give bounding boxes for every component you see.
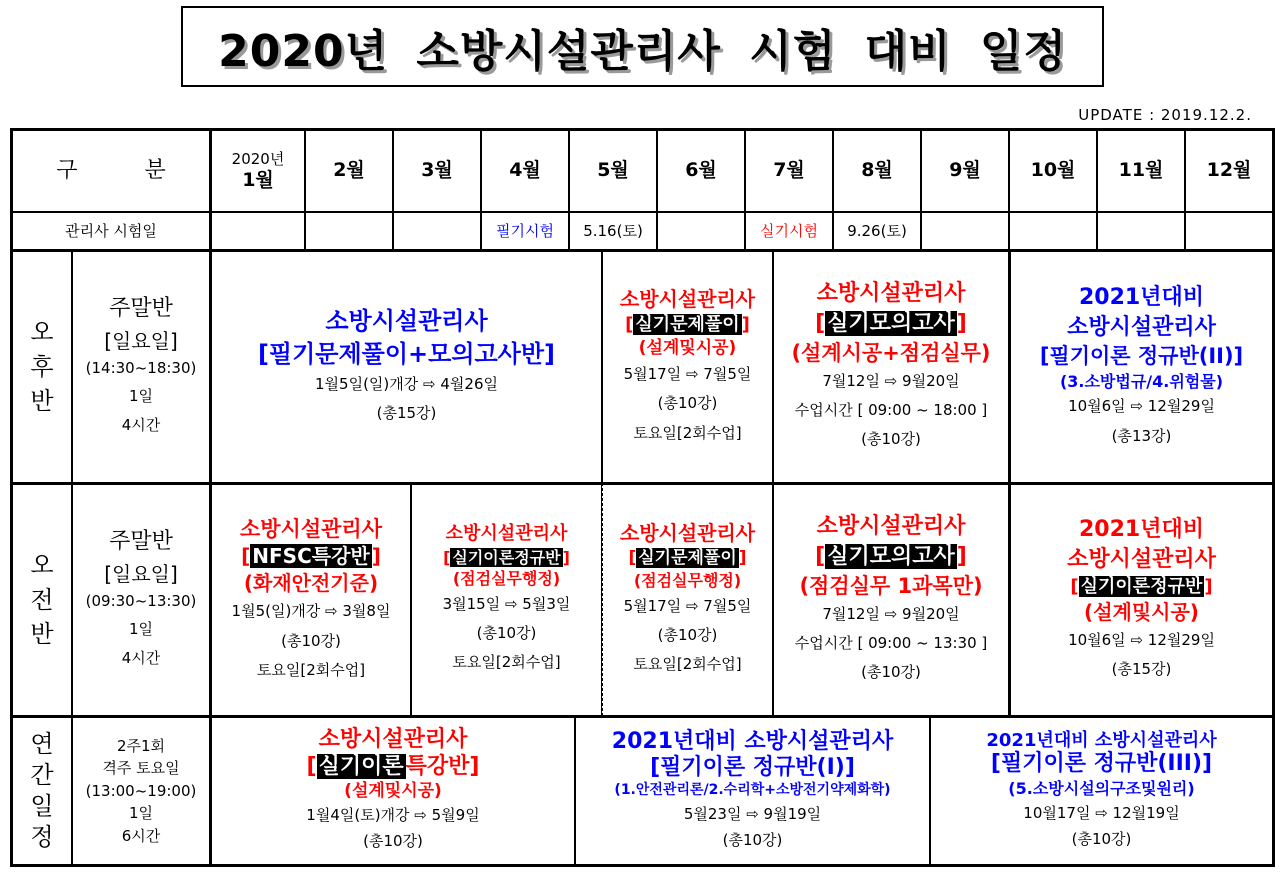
morning-course-2: 소방시설관리사 [ 실기이론정규반 ] (점검실무행정) 3월15일 ⇨ 5월3일 (총10강) 토요일[2회수업] [411, 483, 602, 716]
exam-cell-10 [1009, 212, 1097, 250]
exam-row-label: 관리사 시험일 [12, 212, 210, 250]
month-header-1 [210, 130, 305, 212]
afternoon-course-1: 소방시설관리사 [필기문제풀이+모의고사반] 1월5일(일)개강 ⇨ 4월26일 (총15강) [210, 250, 602, 483]
annual-course-1: 소방시설관리사 [실기이론특강반] (설계및시공) 1월4일(토)개강 ⇨ 5월9일 (총10강) [210, 716, 575, 865]
exam-cell-11 [1097, 212, 1185, 250]
afternoon-class-info: 주말반 [일요일] (14:30~18:30) 1일 4시간 [72, 250, 210, 483]
month-header-5: 5월 [569, 130, 657, 212]
morning-class-info: 주말반 [일요일] (09:30~13:30) 1일 4시간 [72, 483, 210, 716]
month-header-2: 2월 [305, 130, 393, 212]
month-header-9: 9월 [921, 130, 1009, 212]
morning-course-1: 소방시설관리사 [ NFSC특강반 ] (화재안전기준) 1월5(일)개강 ⇨ 3월8일 (총10강) 토요일[2회수업] [210, 483, 411, 716]
update-date: UPDATE : 2019.12.2. [1078, 106, 1252, 124]
exam-cell-6 [657, 212, 745, 250]
month-header-11: 11월 [1097, 130, 1185, 212]
exam-cell-9 [921, 212, 1009, 250]
morning-course-5: 2021년대비 소방시설관리사 [ 실기이론정규반 ] (설계및시공) 10월6일 ⇨ 12월29일 (총15강) [1009, 483, 1273, 716]
category-header: 구 분 [12, 130, 210, 212]
afternoon-course-4: 2021년대비 소방시설관리사 [필기이론 정규반(II)] (3.소방법규/4.위험물) 10월6일 ⇨ 12월29일 (총13강) [1009, 250, 1273, 483]
afternoon-label: 오 후 반 [12, 250, 72, 483]
month-header-6: 6월 [657, 130, 745, 212]
month-header-12: 12월 [1185, 130, 1273, 212]
morning-course-4: 소방시설관리사 [실기모의고사] (점검실무 1과목만) 7월12일 ⇨ 9월20일 수업시간 [ 09:00 ~ 13:30 ] (총10강) [773, 483, 1009, 716]
annual-course-2: 2021년대비 소방시설관리사 [필기이론 정규반(I)] (1.안전관리론/2.수리학+소방전기약제화학) 5월23일 ⇨ 9월19일 (총10강) [575, 716, 930, 865]
written-exam-date: 5.16(토) [569, 212, 657, 250]
afternoon-course-2: 소방시설관리사 [ 실기문제풀이 ] (설계및시공) 5월17일 ⇨ 7월5일 (총10강) 토요일[2회수업] [602, 250, 773, 483]
month-header-4: 4월 [481, 130, 569, 212]
exam-cell-2 [305, 212, 393, 250]
page-title: 2020년 소방시설관리사 시험 대비 일정 [218, 25, 1067, 77]
month-header-10: 10월 [1009, 130, 1097, 212]
morning-label: 오 전 반 [12, 483, 72, 716]
afternoon-course-3: 소방시설관리사 [실기모의고사] (설계시공+점검실무) 7월12일 ⇨ 9월20일 수업시간 [ 09:00 ~ 18:00 ] (총10강) [773, 250, 1009, 483]
exam-cell-1 [210, 212, 305, 250]
month-label: 1월 [242, 168, 274, 191]
month-header-8: 8월 [833, 130, 921, 212]
month-header-3: 3월 [393, 130, 481, 212]
year-label: 2020년 [231, 149, 285, 168]
morning-course-3: 소방시설관리사 [ 실기문제풀이 ] (점검실무행정) 5월17일 ⇨ 7월5일 (총10강) 토요일[2회수업] [602, 483, 773, 716]
exam-cell-12 [1185, 212, 1273, 250]
practical-exam-label: 실기시험 [745, 212, 833, 250]
page-title-box [181, 6, 1104, 87]
annual-class-info: 2주1회 격주 토요일 (13:00~19:00) 1일 6시간 [72, 716, 210, 865]
annual-label: 연 간 일 정 [12, 716, 72, 865]
annual-course-3: 2021년대비 소방시설관리사 [필기이론 정규반(III)] (5.소방시설의구조및원리) 10월17일 ⇨ 12월19일 (총10강) [930, 716, 1273, 865]
exam-cell-3 [393, 212, 481, 250]
schedule-table [10, 128, 1275, 867]
practical-exam-date: 9.26(토) [833, 212, 921, 250]
written-exam-label: 필기시험 [481, 212, 569, 250]
month-header-7: 7월 [745, 130, 833, 212]
